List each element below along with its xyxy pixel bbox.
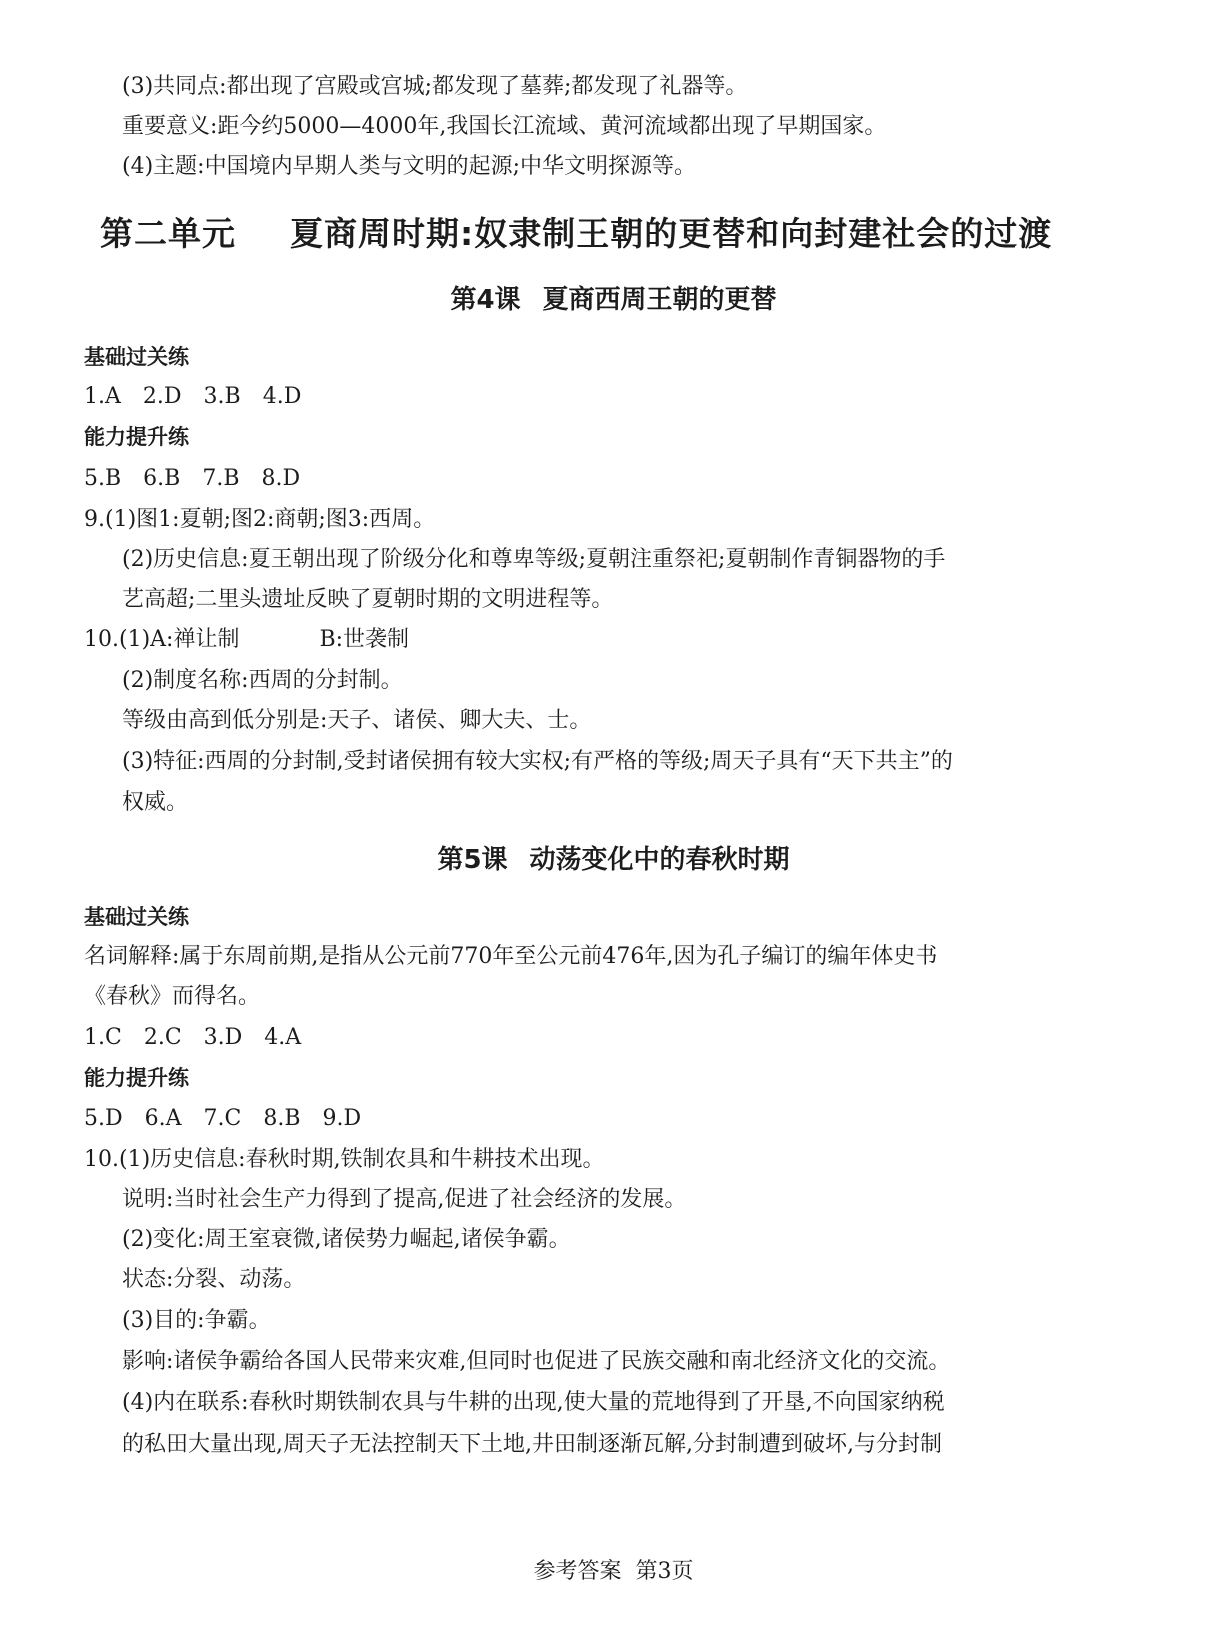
lesson4-ability-heading: 能力提升练 — [84, 425, 189, 449]
lesson5-q10-1b: 说明:当时社会生产力得到了提高,促进了社会经济的发展。 — [122, 1187, 687, 1212]
lesson4-q9-2b: 艺高超;二里头遗址反映了夏朝时期的文明进程等。 — [122, 587, 614, 612]
lesson5-name: 动荡变化中的春秋时期 — [529, 845, 790, 875]
lesson5-title — [0, 842, 1227, 878]
answer: 3.B — [203, 384, 241, 409]
unit-title — [100, 212, 1140, 256]
answer: 1.A — [84, 384, 121, 409]
unit-label: 第二单元 — [100, 214, 236, 253]
q3-significance: 重要意义:距今约5000—4000年,我国长江流域、黄河流域都出现了早期国家。 — [122, 114, 887, 139]
unit-name: 夏商周时期:奴隶制王朝的更替和向封建社会的过渡 — [290, 214, 1053, 253]
lesson4-q10-3b: 权威。 — [122, 790, 189, 815]
answer: 3.D — [203, 1025, 243, 1050]
lesson4-q9-1: 9.(1)图1:夏朝;图2:商朝;图3:西周。 — [84, 507, 436, 532]
lesson4-basic-answers — [84, 382, 301, 412]
lesson4-ability-answers — [84, 464, 300, 494]
lesson5-ability-answers — [84, 1104, 361, 1134]
lesson5-basic-answers — [84, 1023, 301, 1053]
lesson5-q10-4b: 的私田大量出现,周天子无法控制天下土地,井田制逐渐瓦解,分封制遭到破坏,与分封制 — [122, 1432, 942, 1457]
answer: 6.B — [143, 466, 181, 491]
answer: 2.D — [142, 384, 182, 409]
lesson5-label: 第5课 — [437, 845, 508, 875]
lesson5-term-a: 名词解释:属于东周前期,是指从公元前770年至公元前476年,因为孔子编订的编年体史书 — [84, 944, 938, 969]
lesson4-q10-3a: (3)特征:西周的分封制,受封诸侯拥有较大实权;有严格的等级;周天子具有“天下共主”的 — [122, 749, 953, 774]
answer: 1.C — [84, 1025, 122, 1050]
lesson5-q10-3b: 影响:诸侯争霸给各国人民带来灾难,但同时也促进了民族交融和南北经济文化的交流。 — [122, 1349, 951, 1374]
lesson5-q10-2: (2)变化:周王室衰微,诸侯势力崛起,诸侯争霸。 — [122, 1227, 571, 1252]
lesson4-q10-1a: 10.(1)A:禅让制 — [84, 627, 240, 652]
lesson5-q10-2b: 状态:分裂、动荡。 — [122, 1267, 306, 1292]
answer: 7.C — [203, 1106, 242, 1131]
page-footer — [0, 1557, 1227, 1587]
answer: 7.B — [202, 466, 240, 491]
lesson4-basic-heading: 基础过关练 — [84, 345, 189, 369]
answer: 8.B — [263, 1106, 301, 1131]
lesson4-q9-2a: (2)历史信息:夏王朝出现了阶级分化和尊卑等级;夏朝注重祭祀;夏朝制作青铜器物的手 — [122, 547, 946, 572]
lesson5-basic-heading: 基础过关练 — [84, 905, 189, 929]
answer: 2.C — [143, 1025, 182, 1050]
answer: 6.A — [144, 1106, 182, 1131]
lesson5-q10-3: (3)目的:争霸。 — [122, 1308, 271, 1333]
answer: 5.D — [84, 1106, 123, 1131]
lesson4-title — [0, 282, 1227, 318]
answer: 5.B — [84, 466, 122, 491]
lesson5-ability-heading: 能力提升练 — [84, 1066, 189, 1090]
page-number: 第3页 — [635, 1559, 694, 1584]
lesson4-q10-1b: B:世袭制 — [319, 627, 410, 652]
lesson4-q10-2b: 等级由高到低分别是:天子、诸侯、卿大夫、士。 — [122, 708, 592, 733]
footer-label: 参考答案 — [533, 1559, 622, 1584]
lesson5-term-b: 《春秋》而得名。 — [84, 984, 261, 1009]
q4-theme: (4)主题:中国境内早期人类与文明的起源;中华文明探源等。 — [122, 154, 696, 179]
answer: 4.A — [264, 1025, 302, 1050]
lesson4-label: 第4课 — [450, 285, 521, 315]
lesson5-q10-4a: (4)内在联系:春秋时期铁制农具与牛耕的出现,使大量的荒地得到了开垦,不向国家纳税 — [122, 1390, 945, 1415]
answer: 9.D — [322, 1106, 362, 1131]
lesson4-q10-2: (2)制度名称:西周的分封制。 — [122, 668, 403, 693]
lesson4-q10-1 — [84, 625, 409, 655]
lesson5-q10-1: 10.(1)历史信息:春秋时期,铁制农具和牛耕技术出现。 — [84, 1147, 605, 1172]
answer: 8.D — [261, 466, 301, 491]
q3-commonality: (3)共同点:都出现了宫殿或宫城;都发现了墓葬;都发现了礼器等。 — [122, 74, 748, 99]
answer: 4.D — [262, 384, 302, 409]
lesson4-name: 夏商西周王朝的更替 — [542, 285, 777, 315]
